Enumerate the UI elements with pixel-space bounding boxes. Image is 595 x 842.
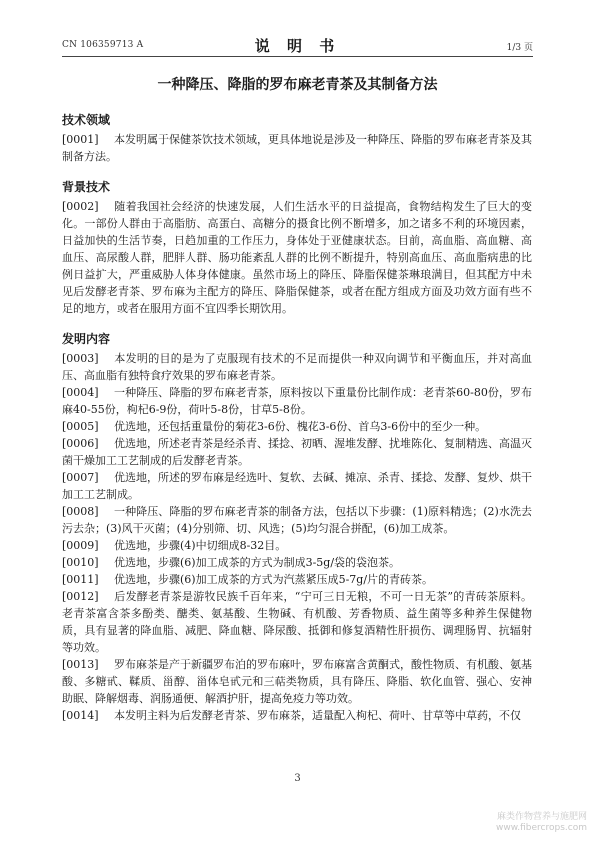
paragraph-number: [0001] xyxy=(62,133,99,146)
paragraph-number: [0014] xyxy=(62,709,99,722)
paragraph-0006 xyxy=(62,435,532,469)
paragraph-0007 xyxy=(62,469,532,503)
paragraph-0011 xyxy=(62,571,532,588)
doc-number: CN 106359713 A xyxy=(62,40,144,50)
paragraph-number: [0010] xyxy=(62,556,99,569)
paragraph-text: 优选地，步骤(4)中切细成8-32目。 xyxy=(114,539,287,552)
section-heading-background: 背景技术 xyxy=(62,180,111,194)
paragraph-text: 本发明主料为后发酵老青茶、罗布麻茶，适量配入枸杞、荷叶、甘草等中草药，不仅 xyxy=(114,709,521,722)
paragraph-number: [0008] xyxy=(62,505,99,518)
paragraph-text: 优选地，所述的罗布麻是经选叶、复软、去碱、摊凉、杀青、揉捻、发酵、复炒、烘干加工工艺制成。 xyxy=(62,471,532,501)
paragraph-text: 一种降压、降脂的罗布麻老青茶的制备方法，包括以下步骤：(1)原料精选；(2)水洗去污去杂；(3)风干灭菌；(4)分别筛、切、风选；(5)均匀混合拼配，(6)加工成茶。 xyxy=(62,505,532,535)
paragraph-0001 xyxy=(62,131,532,165)
paragraph-number: [0005] xyxy=(62,420,99,433)
paragraph-number: [0006] xyxy=(62,437,99,450)
paragraph-0005 xyxy=(62,418,532,435)
paragraph-text: 本发明属于保健茶饮技术领域，更具体地说是涉及一种降压、降脂的罗布麻老青茶及其制备方法。 xyxy=(62,133,532,163)
paragraph-text: 后发酵老青茶是游牧民族千百年来，“宁可三日无粮，不可一日无茶”的青砖茶原料。老青茶富含茶多酚类、醣类、氨基酸、生物碱、有机酸、芳香物质、益生菌等多种养生保健物质，具有显著的降血脂、减肥、降血糖、降尿酸、抵御和修复酒精性肝损伤、调理肠胃、抗辐射等功效。 xyxy=(62,590,532,654)
document-title: 一种降压、降脂的罗布麻老青茶及其制备方法 xyxy=(157,77,438,93)
page-number: 3 xyxy=(294,773,301,784)
paragraph-number: [0012] xyxy=(62,590,99,603)
page-info: 1/3 页 xyxy=(506,43,533,53)
watermark-url: www.fibercrops.com xyxy=(496,823,587,833)
paragraph-text: 罗布麻茶是产于新疆罗布泊的罗布麻叶，罗布麻富含黄酮式，酸性物质、有机酸、氨基酸、多糖甙、鞣质、甾醇、甾体皂甙元和三萜类物质，具有降压、降脂、软化血管、强心、安神助眠、降解烟毒、润肠通便、解酒护肝，提高免疫力等功效。 xyxy=(62,658,532,705)
paragraph-number: [0011] xyxy=(62,573,99,586)
paragraph-text: 一种降压、降脂的罗布麻老青茶，原料按以下重量份比制作成：老青茶60-80份，罗布麻40-55份，枸杞6-9份，荷叶5-8份，甘草5-8份。 xyxy=(62,386,532,416)
paragraph-0008 xyxy=(62,503,532,537)
paragraph-0003 xyxy=(62,350,532,384)
page-header xyxy=(62,34,533,57)
paragraph-0013 xyxy=(62,656,532,707)
paragraph-text: 本发明的目的是为了克服现有技术的不足而提供一种双向调节和平衡血压，并对高血压、高血脂有独特食疗效果的罗布麻老青茶。 xyxy=(62,352,532,382)
paragraph-text: 随着我国社会经济的快速发展，人们生活水平的日益提高，食物结构发生了巨大的变化。一部份人群由于高脂肪、高蛋白、高糖分的摄食比例不断增多，加之诸多不利的环境因素，日益加快的生活节奏，日趋加重的工作压力，身体处于亚健康状态。目前，高血脂、高血糖、高血压、高尿酸人群，肥胖人群、肠功能紊乱人群的比例不断提升，特别高血压、高血脂病患的比例日益扩大，严重威胁人体身体健康。虽然市场上的降压、降脂保健茶琳琅满目，但其配方中未见后发酵老青茶、罗布麻为主配方的降压、降脂保健茶，或者在配方组成方面及功效方面有些不足的地方，或者在服用方面不宜四季长期饮用。 xyxy=(62,200,532,315)
paragraph-number: [0007] xyxy=(62,471,99,484)
paragraph-0004 xyxy=(62,384,532,418)
section-heading-technical-field: 技术领域 xyxy=(62,113,111,127)
paragraph-text: 优选地，所述老青茶是经杀青、揉捻、初晒、渥堆发酵、扰堆陈化、复制精选、高温灭菌干燥加工工艺制成的后发酵老青茶。 xyxy=(62,437,532,467)
paragraph-text: 优选地，步骤(6)加工成茶的方式为制成3-5g/袋的袋泡茶。 xyxy=(114,556,401,569)
paragraph-text: 优选地，步骤(6)加工成茶的方式为汽蒸紧压成5-7g/片的青砖茶。 xyxy=(114,573,434,586)
paragraph-number: [0004] xyxy=(62,386,99,399)
watermark xyxy=(496,812,587,834)
watermark-site-name: 麻类作物营养与施肥网 xyxy=(496,812,587,822)
paragraph-number: [0009] xyxy=(62,539,99,552)
paragraph-number: [0002] xyxy=(62,200,99,213)
paragraph-text: 优选地，还包括重量份的菊花3-6份、槐花3-6份、首乌3-6份中的至少一种。 xyxy=(114,420,487,433)
paragraph-0012 xyxy=(62,588,532,656)
section-label: 说 明 书 xyxy=(254,37,341,55)
document-body xyxy=(62,112,532,724)
section-heading-summary: 发明内容 xyxy=(62,332,111,346)
paragraph-number: [0003] xyxy=(62,352,99,365)
paragraph-0002 xyxy=(62,198,532,317)
paragraph-number: [0013] xyxy=(62,658,99,671)
paragraph-0010 xyxy=(62,554,532,571)
paragraph-0014 xyxy=(62,707,532,724)
paragraph-0009 xyxy=(62,537,532,554)
